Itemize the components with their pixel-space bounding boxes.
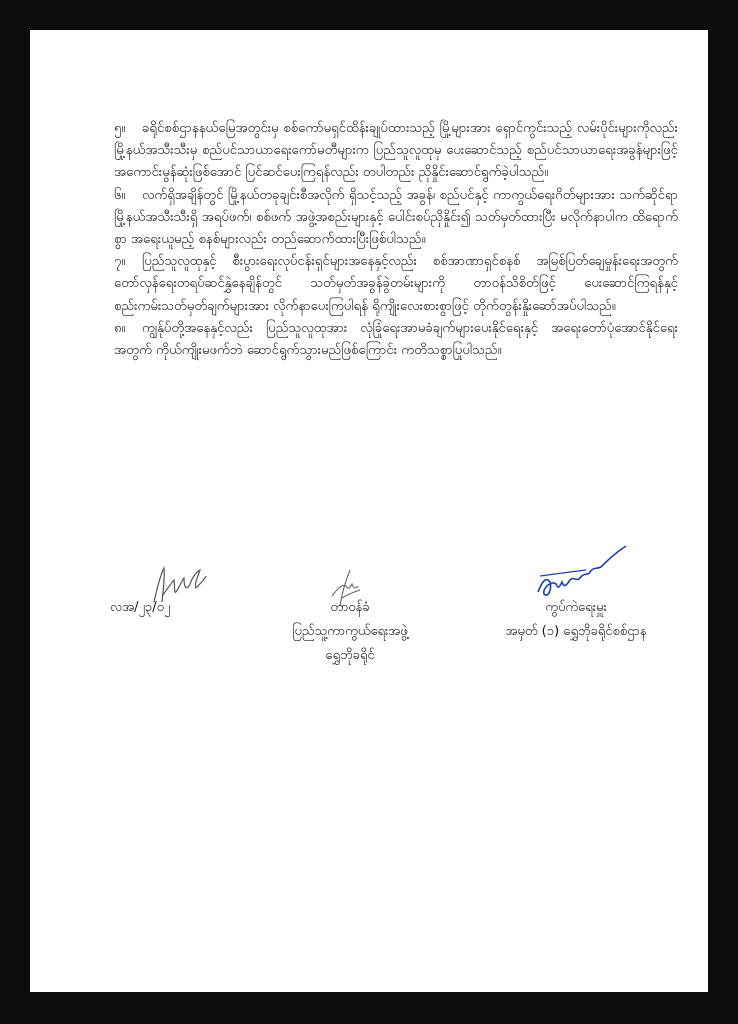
paragraph-number: ၈။ [114, 320, 126, 336]
commander-block [476, 596, 676, 644]
commander-unit: အမှတ် (၁) ရွှေဘိုခရိုင်စစ်ဌာန [505, 624, 647, 639]
document-page [30, 30, 708, 992]
officer-title: တာဝန်ခံ [330, 600, 370, 615]
document-body [114, 118, 678, 362]
paragraph-8 [114, 318, 678, 362]
paragraph-text: ခရိုင်စစ်ဌာနနယ်မြေအတွင်းမှ စစ်ကော်မရှင်ထိန်းချုပ်ထားသည့် မြို့များအား ရှောင်ကွင်းသည့် လမ်းပိုင်းများကိုလည်း မြို့နယ်အသီးသီးမှ စည်ပင်သာယာရေးကော်မတီများက ပြည်သူလူထုမှ ပေးဆောင်သည့် စည်ပင်သာယာရေးအခွန်များဖြင့် အကောင်းမွန်ဆုံးဖြစ်အောင် ပြင်ဆင်ပေးကြရန်လည်း တပါတည်း ညှိနှိုင်းဆောင်ရွက်ခဲ့ပါသည်။ [114, 121, 678, 181]
paragraph-text: ပြည်သူလူထုနှင့် စီးပွားရေးလုပ်ငန်းရှင်များအနေနှင့်လည်း စစ်အာဏာရှင်စနစ် အမြစ်ပြတ်ချေမှုန်းရေးအတွက် တော်လှန်ရေးတရပ်ဆင်နွှဲနေချိန်တွင် သတ်မှတ်အခွန်ခွဲတမ်းများကို တာဝန်သိစိတ်ဖြင့် ပေးဆောင်ကြရန်နှင့် စည်းကမ်းသတ်မှတ်ချက်များအား လိုက်နာပေးကြပါရန် ရိုကျိုးလေးစားစွာဖြင့် တိုက်တွန်းနှိုးဆော်အပ်ပါသည်။ [114, 254, 678, 314]
officer-in-charge-block [250, 596, 450, 668]
date-block [110, 596, 230, 620]
paragraph-number: ၆။ [114, 187, 126, 203]
paragraph-number: ၅။ [114, 121, 126, 136]
commander-title: ကွပ်ကဲရေးမှူး [545, 600, 607, 615]
paragraph-text: ကျွန်ုပ်တို့အနေနှင့်လည်း ပြည်သူလူထုအား လုံခြုံရေးအာမခံချက်များပေးနိုင်ရေးနှင့် အရေးတော်ပုံအောင်နိုင်ရေးအတွက် ကိုယ်ကျိုးမဖက်ဘဲ ဆောင်ရွက်သွားမည်ဖြစ်ကြောင်း ကတိသစ္စာပြုပါသည်။ [114, 320, 678, 359]
paragraph-number: ၇။ [114, 254, 126, 270]
paragraph-text: လက်ရှိအချိန်တွင် မြို့နယ်တခုချင်းစီအလိုက် ရှိသင့်သည့် အခွန်၊ စည်ပင်နှင့် ကာကွယ်ရေးဂိတ်များအား သက်ဆိုင်ရာ မြို့နယ်အသီးသီးရှိ အရပ်ဖက်၊ စစ်ဖက် အဖွဲ့အစည်းများနှင့် ပေါင်းစပ်ညှိနှိုင်း၍ သတ်မှတ်ထားပြီး မလိုက်နာပါက ထိရောက်စွာ အရေးယူမည့် စနစ်များလည်း တည်ဆောက်ထားပြီးဖြစ်ပါသည်။ [114, 187, 678, 248]
paragraph-7 [114, 251, 678, 318]
date-text: လအ/၂၃/၀၂ [110, 600, 171, 615]
paragraph-5 [114, 118, 678, 185]
paragraph-6 [114, 185, 678, 252]
officer-district: ရွှေဘိုခရိုင် [325, 648, 375, 663]
officer-organization: ပြည်သူ့ကာကွယ်ရေးအဖွဲ့ [292, 624, 408, 639]
